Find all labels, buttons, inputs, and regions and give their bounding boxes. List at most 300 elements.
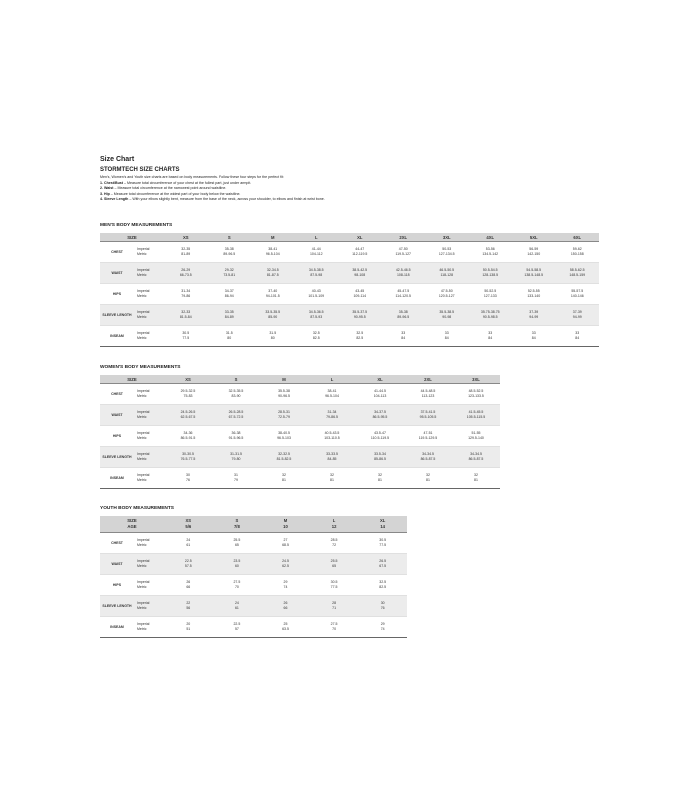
metric-label: Metric <box>137 394 147 398</box>
metric-value: 81 <box>378 478 382 482</box>
size-column-header <box>260 375 308 384</box>
unit-labels <box>134 263 164 284</box>
imperial-value: 50-53 <box>442 247 452 251</box>
imperial-value: 34-37 <box>224 289 234 293</box>
measurement-cell <box>382 305 426 326</box>
measurement-cell <box>556 305 600 326</box>
measurement-label: SLEEVE LENGTH <box>100 596 134 617</box>
imperial-value: 32.5 <box>312 331 320 335</box>
metric-value: 150-158 <box>570 252 584 256</box>
imperial-value: 32-35 <box>181 247 191 251</box>
metric-value: 112-119.5 <box>352 252 368 256</box>
imperial-value: 41.5-45.5 <box>468 410 484 414</box>
measurement-cell <box>512 242 556 263</box>
imperial-value: 55-57.5 <box>571 289 584 293</box>
imperial-value: 27 <box>283 538 288 542</box>
metric-value: 84 <box>575 336 580 340</box>
measurement-cell <box>295 284 339 305</box>
imperial-value: 34-37.5 <box>374 410 386 414</box>
imperial-value: 30.5 <box>182 331 190 335</box>
metric-value: 51 <box>186 627 191 631</box>
imperial-value: 32 <box>426 473 430 477</box>
metric-value: 81.5-84 <box>179 315 192 319</box>
imperial-value: 59-62 <box>572 247 582 251</box>
imperial-value: 26 <box>283 601 288 605</box>
metric-label: Metric <box>137 627 147 631</box>
imperial-value: 31-34 <box>181 289 191 293</box>
instruction-step: 1. Chest/Bust – Measure total circumference of your chest at the fullest part, just under armpit. <box>100 180 252 185</box>
measurement-cell <box>452 384 500 405</box>
measurement-cell <box>512 305 556 326</box>
measurement-label: WAIST <box>100 263 134 284</box>
measurement-cell <box>251 263 295 284</box>
metric-value: 101.5-109 <box>308 294 325 298</box>
unit-labels <box>134 447 164 468</box>
measurement-cell <box>308 384 356 405</box>
imperial-value: 45-47.5 <box>397 289 410 293</box>
metric-value: 67.5 <box>379 564 387 568</box>
measurement-cell <box>356 405 404 426</box>
youth-size-table <box>100 516 407 638</box>
measurement-cell <box>251 305 295 326</box>
measurement-label: HIPS <box>100 575 134 596</box>
metric-value: 84 <box>488 336 493 340</box>
measurement-cell <box>404 405 452 426</box>
measurement-cell <box>164 554 213 575</box>
metric-value: 86.5-87.5 <box>420 457 436 461</box>
metric-value: 72.5-79 <box>278 415 290 419</box>
measurement-cell <box>260 447 308 468</box>
metric-value: 74 <box>380 627 385 631</box>
metric-value: 68.5 <box>282 543 289 547</box>
imperial-value: 32 <box>282 473 286 477</box>
measurement-cell <box>338 305 382 326</box>
measurement-cell <box>295 263 339 284</box>
imperial-value: 24 <box>234 601 239 605</box>
measurement-cell <box>164 533 213 554</box>
size-column-header <box>164 516 213 533</box>
measurement-cell <box>261 596 310 617</box>
metric-value: 104-113 <box>373 394 387 398</box>
metric-label: Metric <box>137 252 147 256</box>
metric-value: 56 <box>186 606 191 610</box>
imperial-value: 37-39 <box>529 310 539 314</box>
metric-value: 81 <box>474 478 478 482</box>
metric-value: 57.5 <box>184 564 192 568</box>
measurement-cell <box>338 263 382 284</box>
imperial-value: 22.5 <box>233 622 241 626</box>
imperial-value: 34-34.5 <box>422 452 434 456</box>
imperial-value: 44.5-48.5 <box>420 389 436 393</box>
imperial-value: 32.5 <box>379 580 387 584</box>
metric-value: 80 <box>270 336 275 340</box>
metric-value: 82.5 <box>379 585 387 589</box>
unit-labels <box>134 533 164 554</box>
measurement-row <box>100 617 407 638</box>
size-label: L <box>332 518 336 523</box>
measurement-cell <box>261 617 310 638</box>
imperial-value: 38.5-42.5 <box>352 268 368 272</box>
measurement-cell <box>308 468 356 489</box>
size-column-header <box>251 233 295 242</box>
metric-value: 81 <box>426 478 430 482</box>
size-chart-document <box>100 155 600 631</box>
document-title: Size Chart <box>100 156 135 163</box>
imperial-value: 48.5-52.5 <box>468 389 484 393</box>
measurement-cell <box>382 284 426 305</box>
imperial-value: 32 <box>378 473 382 477</box>
metric-value: 113-123 <box>421 394 435 398</box>
size-column-header <box>164 375 212 384</box>
measurement-row <box>100 305 599 326</box>
size-label: XS <box>182 234 189 240</box>
metric-value: 57 <box>234 627 239 631</box>
imperial-value: 26-29 <box>181 268 191 272</box>
imperial-value: 26.5-28.5 <box>228 410 244 414</box>
metric-value: 79-86 <box>181 294 191 298</box>
instructions-lead: Men's, Women's and Youth size charts are based on body measurements. Follow these four steps for the perfect fit: <box>100 175 284 179</box>
metric-value: 80 <box>227 336 232 340</box>
measurement-cell <box>382 242 426 263</box>
instruction-step: 2. Waist – Measure total circumference at the narrowest point around waistline. <box>100 186 227 191</box>
age-header-label: AGE <box>127 524 137 529</box>
imperial-value: 50.5-54.5 <box>482 268 498 272</box>
imperial-value: 51-55 <box>471 431 481 435</box>
metric-value: 120.5-127 <box>438 294 455 298</box>
size-column-header <box>425 233 469 242</box>
imperial-value: 35.75-38.75 <box>480 310 500 314</box>
measurement-label: WAIST <box>100 405 134 426</box>
size-label: XS <box>185 518 192 523</box>
imperial-label: Imperial <box>137 473 150 477</box>
imperial-value: 52.5-55 <box>527 289 540 293</box>
metric-value: 67.5-72.5 <box>228 415 244 419</box>
imperial-value: 33-33.5 <box>326 452 338 456</box>
measurement-label: INSEAM <box>100 617 134 638</box>
measurement-row <box>100 447 500 468</box>
metric-value: 105.5-115.5 <box>466 415 486 419</box>
measurement-row <box>100 468 500 489</box>
measurement-cell <box>208 242 252 263</box>
imperial-value: 40.5-43.5 <box>324 431 340 435</box>
imperial-value: 30 <box>380 601 385 605</box>
imperial-value: 37-40 <box>268 289 278 293</box>
metric-value: 81-89 <box>181 252 191 256</box>
size-column-header <box>556 233 600 242</box>
imperial-value: 30.5 <box>330 580 338 584</box>
imperial-value: 35-38 <box>398 310 408 314</box>
measurement-label: INSEAM <box>100 326 134 347</box>
imperial-value: 28.5 <box>330 538 338 542</box>
imperial-label: Imperial <box>137 247 150 251</box>
metric-value: 119.5-127 <box>395 252 411 256</box>
size-column-header <box>452 375 500 384</box>
metric-value: 94-101.5 <box>265 294 280 298</box>
instruction-step: 4. Sleeve Length – With your elbow slightly bent, measure from the base of the neck, across your shoulder, to elbow and finish at wrist bone. <box>100 197 325 202</box>
imperial-value: 47-51 <box>423 431 433 435</box>
imperial-label: Imperial <box>137 431 150 435</box>
size-header-label: SIZE <box>127 518 137 523</box>
size-label: M <box>283 518 288 523</box>
measurement-label: WAIST <box>100 554 134 575</box>
metric-value: 61 <box>186 543 191 547</box>
measurement-cell <box>164 447 212 468</box>
metric-value: 84-85 <box>327 457 337 461</box>
imperial-value: 24 <box>186 538 191 542</box>
metric-value: 83-90 <box>231 394 241 398</box>
metric-label: Metric <box>137 415 147 419</box>
measurement-cell <box>260 426 308 447</box>
metric-value: 66 <box>186 585 191 589</box>
metric-value: 76.5-77.5 <box>180 457 196 461</box>
metric-value: 133-140 <box>527 294 541 298</box>
metric-value: 89-96.5 <box>397 315 410 319</box>
measurement-cell <box>213 575 262 596</box>
metric-value: 66-73.5 <box>179 273 192 277</box>
imperial-value: 32-34.5 <box>266 268 279 272</box>
imperial-value: 22 <box>186 601 191 605</box>
metric-label: Metric <box>137 294 147 298</box>
size-header <box>100 233 164 242</box>
imperial-label: Imperial <box>137 310 150 314</box>
measurement-row <box>100 554 407 575</box>
metric-label: Metric <box>137 457 147 461</box>
metric-value: 81 <box>330 478 334 482</box>
metric-value: 65 <box>234 543 239 547</box>
size-label: XL <box>380 518 386 523</box>
measurement-cell <box>469 326 513 347</box>
size-column-header <box>404 375 452 384</box>
imperial-value: 35.5-37.5 <box>352 310 368 314</box>
size-header-label: SIZE <box>127 376 137 382</box>
measurement-cell <box>261 533 310 554</box>
unit-labels <box>134 617 164 638</box>
size-column-header <box>261 516 310 533</box>
measurement-cell <box>512 284 556 305</box>
age-label: 5/6 <box>185 524 192 529</box>
unit-labels <box>134 554 164 575</box>
metric-value: 127-133 <box>483 294 497 298</box>
measurement-cell <box>356 426 404 447</box>
size-column-header <box>469 233 513 242</box>
size-column-header <box>356 375 404 384</box>
metric-value: 82.5 <box>312 336 320 340</box>
measurement-cell <box>356 384 404 405</box>
imperial-value: 31-31.5 <box>230 452 242 456</box>
metric-value: 73.5-81 <box>223 273 236 277</box>
imperial-value: 22.5 <box>184 559 192 563</box>
metric-value: 95.5-105.5 <box>419 415 437 419</box>
measurement-cell <box>310 533 359 554</box>
imperial-value: 36-38 <box>231 431 241 435</box>
imperial-value: 32-33 <box>181 310 191 314</box>
metric-value: 90-96.5 <box>278 394 290 398</box>
metric-value: 127-134.5 <box>438 252 455 256</box>
measurement-cell <box>164 596 213 617</box>
measurement-cell <box>404 468 452 489</box>
metric-value: 77.5 <box>379 543 387 547</box>
measurement-cell <box>164 426 212 447</box>
imperial-value: 31.5 <box>269 331 277 335</box>
imperial-value: 54.5-58.5 <box>526 268 542 272</box>
size-label: XS <box>185 376 191 382</box>
imperial-value: 33 <box>444 331 449 335</box>
imperial-value: 29-32 <box>224 268 234 272</box>
measurement-cell <box>404 384 452 405</box>
metric-value: 103-110.5 <box>324 436 340 440</box>
metric-value: 85-90 <box>268 315 278 319</box>
size-label: 2XL <box>424 376 432 382</box>
measurement-cell <box>452 405 500 426</box>
imperial-label: Imperial <box>137 538 150 542</box>
age-label: 14 <box>380 524 386 529</box>
metric-value: 72 <box>332 543 337 547</box>
imperial-value: 33.5-34 <box>374 452 386 456</box>
imperial-value: 33.5-35.5 <box>265 310 281 314</box>
unit-labels <box>134 305 164 326</box>
metric-value: 90.5-98.5 <box>482 315 498 319</box>
imperial-value: 35.5-38.5 <box>439 310 455 314</box>
metric-value: 89-96.5 <box>223 252 236 256</box>
measurement-label: CHEST <box>100 242 134 263</box>
metric-value: 87.5-98 <box>310 273 323 277</box>
measurement-cell <box>310 554 359 575</box>
size-label: 3XL <box>472 376 480 382</box>
metric-value: 94-99 <box>572 315 582 319</box>
header-row <box>100 516 407 533</box>
measurement-cell <box>358 596 407 617</box>
measurement-row <box>100 242 599 263</box>
size-column-header <box>310 516 359 533</box>
imperial-value: 53-56 <box>485 247 495 251</box>
metric-value: 90-98 <box>442 315 452 319</box>
measurement-cell <box>260 468 308 489</box>
metric-value: 119.5-129.5 <box>418 436 438 440</box>
measurement-cell <box>338 242 382 263</box>
imperial-value: 38-41 <box>327 389 337 393</box>
measurement-cell <box>208 305 252 326</box>
imperial-value: 27.5 <box>330 622 338 626</box>
size-header <box>100 375 164 384</box>
imperial-value: 33 <box>401 331 406 335</box>
imperial-value: 24.5-26.5 <box>180 410 196 414</box>
imperial-label: Imperial <box>137 289 150 293</box>
measurement-cell <box>164 384 212 405</box>
youth-section-title: YOUTH BODY MEASUREMENTS <box>100 506 175 511</box>
size-label: S <box>227 234 231 240</box>
metric-value: 84 <box>401 336 406 340</box>
measurement-cell <box>261 554 310 575</box>
imperial-value: 47.5-50 <box>440 289 453 293</box>
measurement-row <box>100 284 599 305</box>
measurement-cell <box>212 405 260 426</box>
metric-value: 76 <box>380 606 385 610</box>
imperial-value: 34.5-36.5 <box>308 310 324 314</box>
metric-value: 138.5-148.5 <box>524 273 544 277</box>
imperial-value: 37-39 <box>572 310 582 314</box>
measurement-cell <box>164 263 208 284</box>
metric-value: 148.5-159 <box>569 273 586 277</box>
measurement-cell <box>469 242 513 263</box>
imperial-value: 44-47 <box>355 247 365 251</box>
metric-value: 84 <box>444 336 449 340</box>
metric-value: 84 <box>531 336 536 340</box>
measurement-cell <box>164 575 213 596</box>
metric-value: 76 <box>186 478 190 482</box>
imperial-value: 30-30.5 <box>182 452 194 456</box>
measurement-cell <box>213 554 262 575</box>
metric-label: Metric <box>137 436 147 440</box>
document-subtitle: STORMTECH SIZE CHARTS <box>100 167 180 173</box>
metric-value: 96.5-103 <box>277 436 291 440</box>
measurement-cell <box>308 426 356 447</box>
metric-value: 94-99 <box>529 315 539 319</box>
measurement-cell <box>164 305 208 326</box>
metric-label: Metric <box>137 585 147 589</box>
measurement-row <box>100 596 407 617</box>
measurement-cell <box>212 384 260 405</box>
unit-labels <box>134 426 164 447</box>
measurement-cell <box>164 284 208 305</box>
unit-labels <box>134 596 164 617</box>
metric-value: 90-95.5 <box>353 315 366 319</box>
imperial-value: 32 <box>474 473 478 477</box>
measurement-cell <box>213 617 262 638</box>
metric-value: 62.5-67.5 <box>180 415 196 419</box>
size-column-header <box>308 375 356 384</box>
metric-value: 129.5-140 <box>468 436 484 440</box>
measurement-cell <box>382 263 426 284</box>
unit-labels <box>134 284 164 305</box>
imperial-label: Imperial <box>137 452 150 456</box>
measurement-cell <box>452 447 500 468</box>
measurement-row <box>100 405 500 426</box>
metric-value: 96.5-104 <box>265 252 280 256</box>
metric-value: 79-80 <box>231 457 241 461</box>
size-header <box>100 516 164 533</box>
age-label: 12 <box>331 524 337 529</box>
metric-value: 96.5-104 <box>325 394 339 398</box>
measurement-cell <box>358 575 407 596</box>
metric-value: 79 <box>234 478 238 482</box>
imperial-value: 29 <box>380 622 385 626</box>
metric-value: 108-118 <box>396 273 410 277</box>
imperial-value: 32-32.5 <box>278 452 290 456</box>
imperial-label: Imperial <box>137 559 150 563</box>
header-row <box>100 233 599 242</box>
measurement-cell <box>260 384 308 405</box>
measurement-cell <box>164 242 208 263</box>
metric-value: 77.5 <box>182 336 190 340</box>
metric-value: 70 <box>332 627 337 631</box>
metric-value: 140-146 <box>570 294 584 298</box>
imperial-value: 47-50 <box>398 247 408 251</box>
imperial-value: 29.5-32.5 <box>180 389 196 393</box>
metric-value: 62.5 <box>282 564 289 568</box>
measurement-cell <box>356 468 404 489</box>
imperial-value: 27.5 <box>233 580 241 584</box>
size-label: XL <box>377 376 383 382</box>
measurement-label: INSEAM <box>100 468 134 489</box>
imperial-value: 30.5 <box>379 538 387 542</box>
measurement-row <box>100 575 407 596</box>
measurement-cell <box>338 284 382 305</box>
measurement-cell <box>556 326 600 347</box>
measurement-cell <box>164 617 213 638</box>
imperial-value: 26 <box>186 580 191 584</box>
size-label: 5XL <box>529 234 538 240</box>
metric-value: 81.5-82.5 <box>276 457 292 461</box>
